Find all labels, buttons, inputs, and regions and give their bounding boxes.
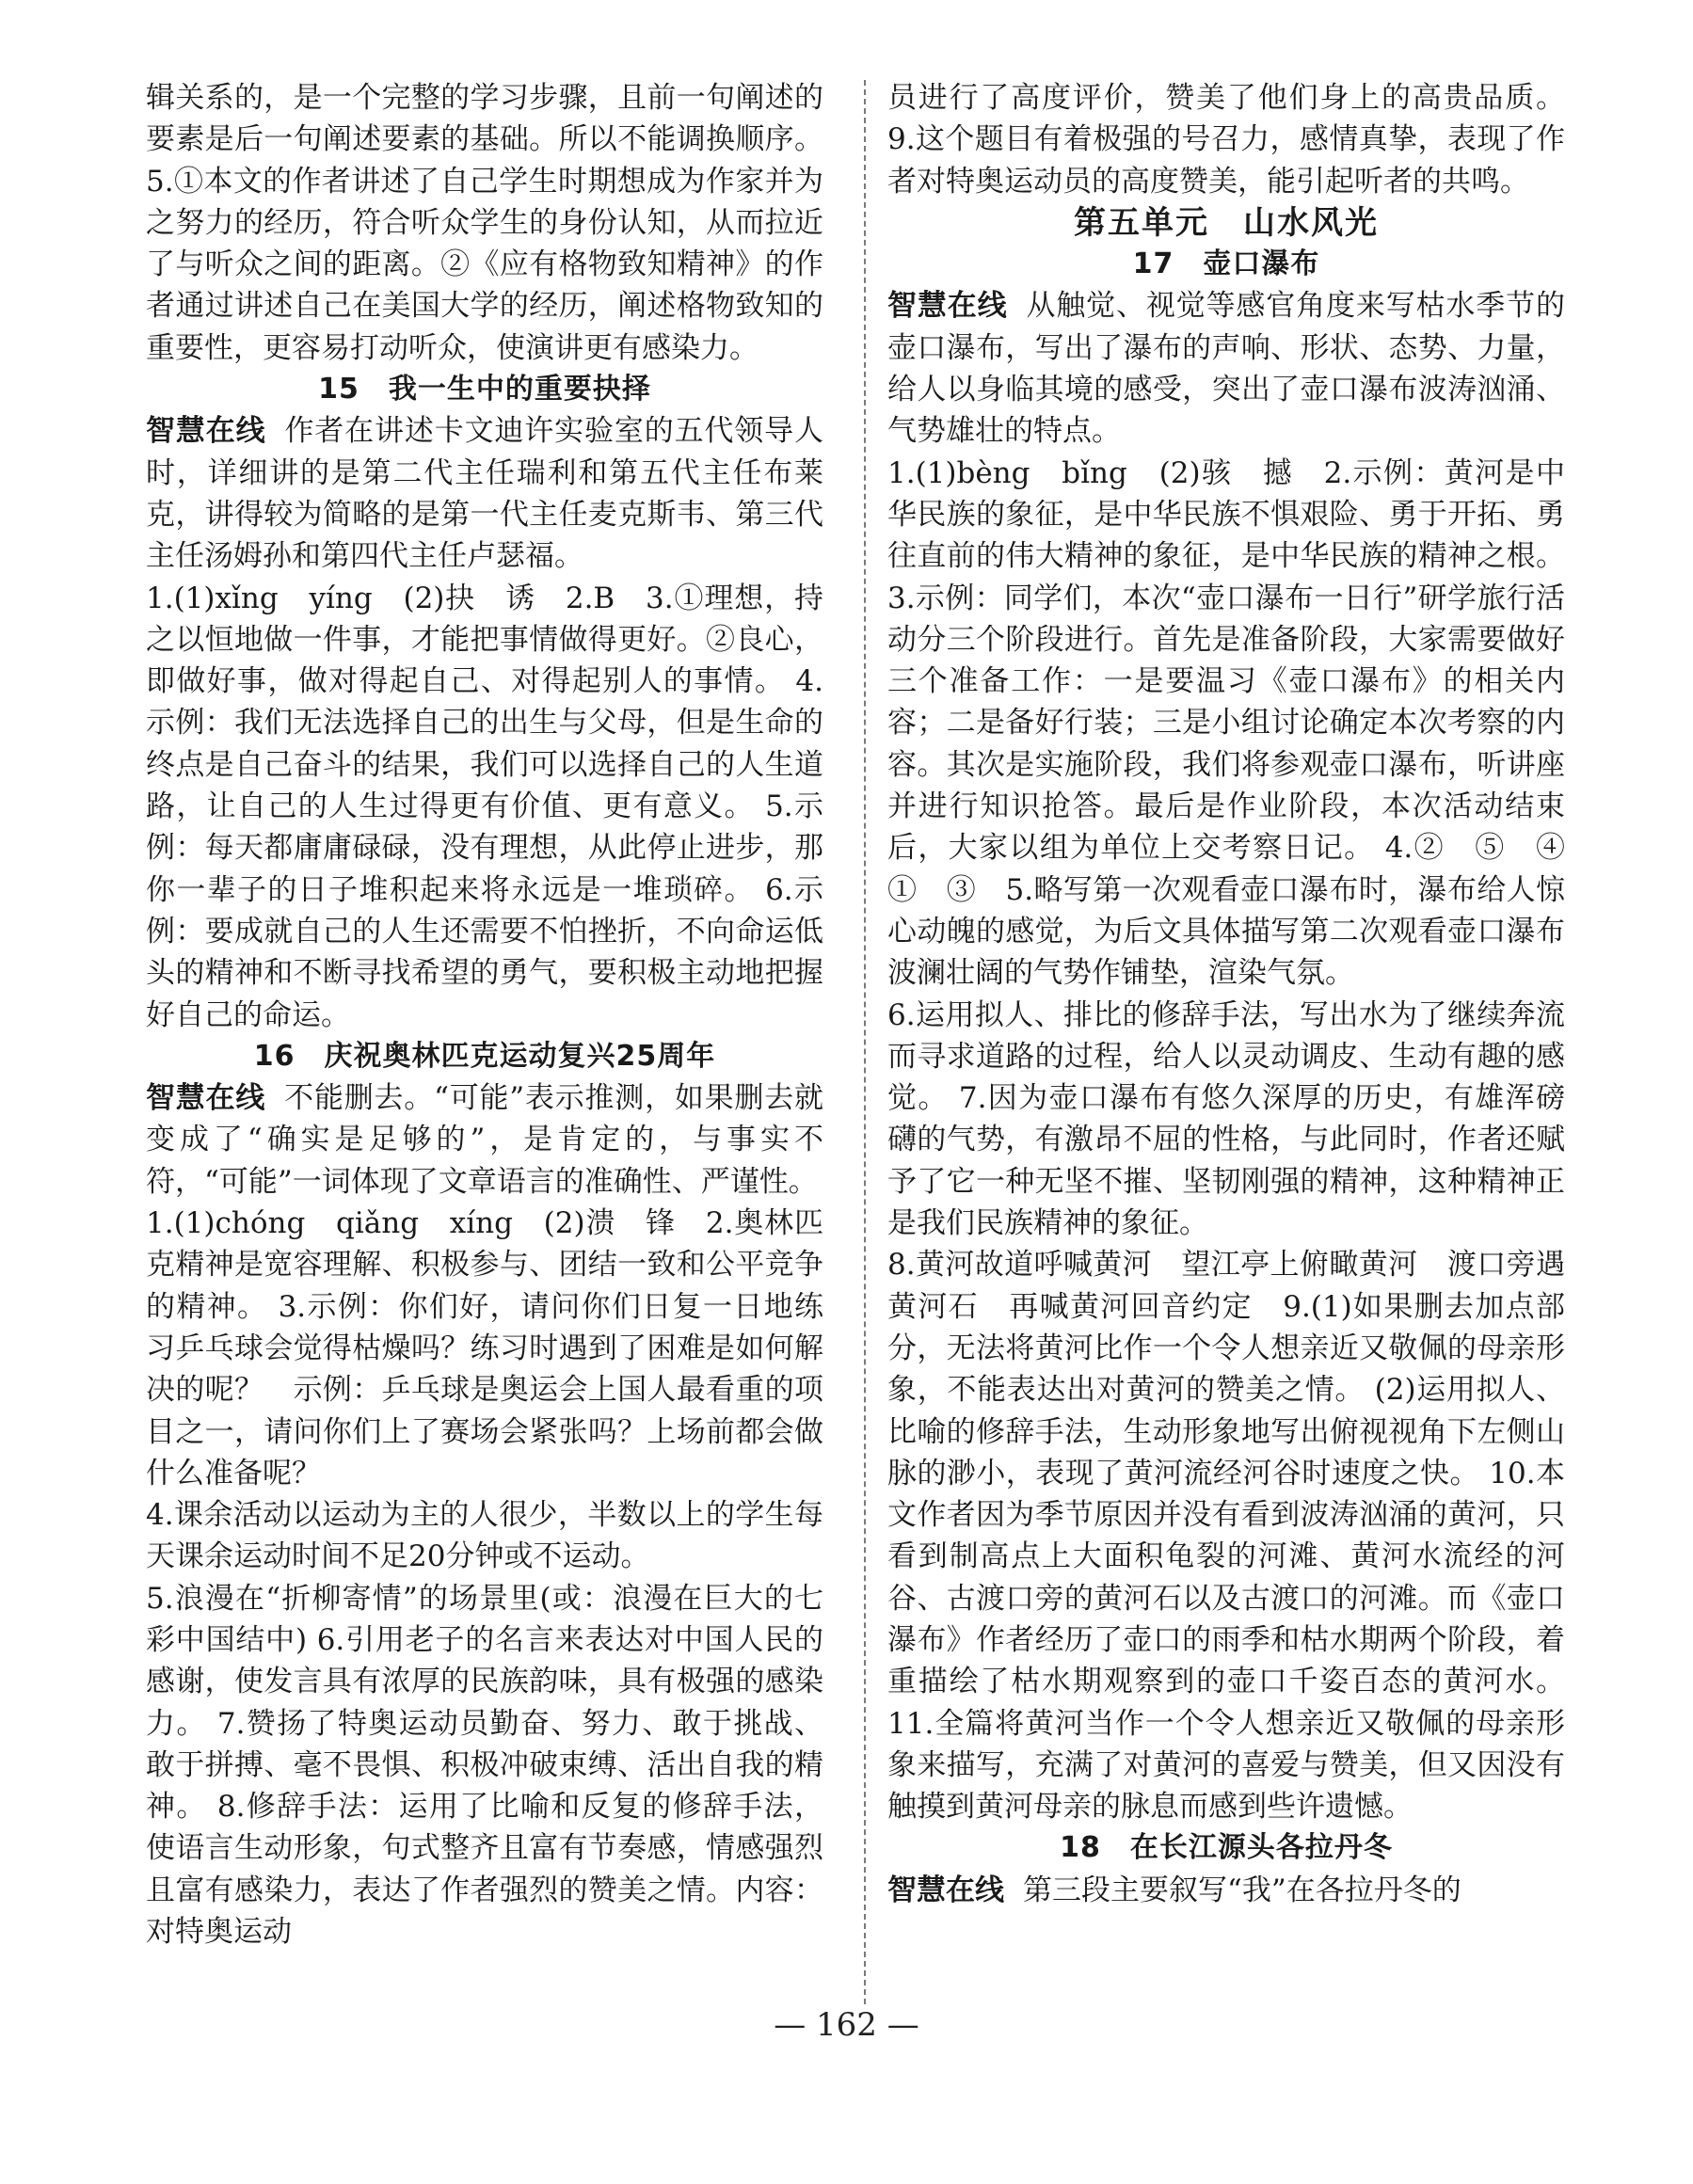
- lesson17-wisdom: [887, 285, 1565, 452]
- wisdom-tag: 智慧在线: [887, 289, 1008, 324]
- lesson16-answers-2: 4.课余活动以运动为主的人很少，半数以上的学生每天课余运动时间不足20分钟或不运动。: [146, 1498, 823, 1574]
- lesson18-wisdom: [887, 1870, 1565, 1911]
- lesson18-title: 18 在长江源头各拉丹冬: [1060, 1831, 1393, 1865]
- lesson17-answers-2: 6.运用拟人、排比的修辞手法，写出水为了继续奔流而寻求道路的过程，给人以灵动调皮、生动有趣的感觉。 7.因为壶口瀑布有悠久深厚的历史，有雄浑磅礴的气势，有激昂不屈的性格，与此同时，作者还赋予了它一种无坚不摧、坚韧刚强的精神，这种精神正是我们民族精神的象征。: [887, 997, 1565, 1241]
- right-column: [887, 77, 1594, 1911]
- lesson17-answers-3: 8.黄河故道呼喊黄河 望江亭上俯瞰黄河 渡口旁遇黄河石 再喊黄河回音约定 9.(1)如果删去加点部分，无法将黄河比作一个令人想亲近又敬佩的母亲形象，不能表达出对黄河的赞美之情。 (2)运用拟人、比喻的修辞手法，生动形象地写出俯视视角下左侧山脉的渺小，表现了黄河流经河谷时速度之快。 10.本文作者因为季节原因并没有看到波涛汹涌的黄河，只看到制高点上大面积龟裂的河滩、黄河水流经的河谷、古渡口旁的黄河石以及古渡口的河滩。而《壶口瀑布》作者经历了壶口的雨季和枯水期两个阶段，着重描绘了枯水期观察到的壶口千姿百态的黄河水。 11.全篇将黄河当作一个令人想亲近又敬佩的母亲形象来描写，充满了对黄河的喜爱与赞美，但又因没有触摸到黄河母亲的脉息而感到些许遗憾。: [887, 1248, 1565, 1825]
- lesson15-wisdom-text: 作者在讲述卡文迪许实验室的五代领导人时，详细讲的是第二代主任瑞利和第五代主任布莱克，讲得较为简略的是第一代主任麦克斯韦、第三代主任汤姆孙和第四代主任卢瑟福。: [146, 414, 824, 574]
- lesson15-answers: 1.(1)xǐng yíng (2)抉 诱 2.B 3.①理想，持之以恒地做一件事，才能把事情做得更好。②良心，即做好事，做对得起自己、对得起别人的事情。 4.示例：我们无法选择自己的出生与父母，但是生命的终点是自己奋斗的结果，我们可以选择自己的人生道路，让自己的人生过得更有价值、更有意义。 5.示例：每天都庸庸碌碌，没有理想，从此停止进步，那你一辈子的日子堆积起来将永远是一堆琐碎。 6.示例：要成就自己的人生还需要不怕挫折，不向命运低头的精神和不断寻找希望的勇气，要积极主动地把握好自己的命运。: [146, 581, 823, 1032]
- lesson15-title: 15 我一生中的重要抉择: [318, 373, 651, 407]
- lesson16-answers-1: 1.(1)chóng qiǎng xíng (2)溃 锋 2.奥林匹克精神是宽容理解、积极参与、团结一致和公平竞争的精神。 3.示例：你们好，请问你们日复一日地练习乒乓球会觉得枯燥吗？练习时遇到了困难是如何解决的呢？ 示例：乒乓球是奥运会上国人最看重的项目之一，请问你们上了赛场会紧张吗？上场前都会做什么准备呢？: [146, 1206, 823, 1491]
- unit5-title: 第五单元 山水风光: [1074, 203, 1379, 242]
- lesson15-wisdom: [146, 410, 823, 577]
- lesson14-continued: 辑关系的，是一个完整的学习步骤，且前一句阐述的要素是后一句阐述要素的基础。所以不能调换顺序。 5.①本文的作者讲述了自己学生时期想成为作家并为之努力的经历，符合听众学生的身份认知，从而拉近了与听众之间的距离。②《应有格物致知精神》的作者通过讲述自己在美国大学的经历，阐述格物致知的重要性，更容易打动听众，使演讲更有感染力。: [146, 81, 823, 365]
- lesson17-title: 17 壶口瀑布: [1132, 247, 1320, 281]
- page-number: — 162 —: [774, 2006, 919, 2044]
- left-column: [146, 77, 823, 1953]
- wisdom-tag: 智慧在线: [146, 1081, 266, 1116]
- wisdom-tag: 智慧在线: [887, 1873, 1004, 1907]
- lesson16-answers-3: 5.浪漫在“折柳寄情”的场景里(或：浪漫在巨大的七彩中国结中) 6.引用老子的名言来表达对中国人民的感谢，使发言具有浓厚的民族韵味，具有极强的感染力。 7.赞扬了特奥运动员勤奋、努力、敢于挑战、敢于拼搏、毫不畏惧、积极冲破束缚、活出自我的精神。 8.修辞手法：运用了比喻和反复的修辞手法，使语言生动形象，句式整齐且富有节奏感，情感强烈且富有感染力，表达了作者强烈的赞美之情。内容：对特奥运动: [146, 1581, 823, 1950]
- lesson16-title: 16 庆祝奥林匹克运动复兴25周年: [253, 1039, 716, 1073]
- lesson16-wisdom: [146, 1077, 823, 1203]
- wisdom-tag: 智慧在线: [146, 414, 266, 449]
- lesson17-answers-1: 1.(1)bèng bǐng (2)骇 撼 2.示例：黄河是中华民族的象征，是中华民族不惧艰险、勇于开拓、勇往直前的伟大精神的象征，是中华民族的精神之根。 3.示例：同学们，本次“壶口瀑布一日行”研学旅行活动分三个阶段进行。首先是准备阶段，大家需要做好三个准备工作：一是要温习《壶口瀑布》的相关内容；二是备好行装；三是小组讨论确定本次考察的内容。其次是实施阶段，我们将参观壶口瀑布，听讲座并进行知识抢答。最后是作业阶段，本次活动结束后，大家以组为单位上交考察日记。 4.② ⑤ ④ ① ③ 5.略写第一次观看壶口瀑布时，瀑布给人惊心动魄的感觉，为后文具体描写第二次观看壶口瀑布波澜壮阔的气势作铺垫，渲染气氛。: [887, 455, 1594, 991]
- lesson18-wisdom-text: 第三段主要叙写“我”在各拉丹冬的: [1023, 1873, 1461, 1907]
- lesson16-continued: 员进行了高度评价，赞美了他们身上的高贵品质。 9.这个题目有着极强的号召力，感情真挚，表现了作者对特奥运动员的高度赞美，能引起听者的共鸣。: [887, 81, 1565, 199]
- column-divider: [864, 80, 866, 2004]
- lesson17-wisdom-text: 从触觉、视觉等感官角度来写枯水季节的壶口瀑布，写出了瀑布的声响、形状、态势、力量，给人以身临其境的感受，突出了壶口瀑布波涛汹涌、气势雄壮的特点。: [887, 289, 1566, 449]
- lesson16-wisdom-text: 不能删去。“可能”表示推测，如果删去就变成了“确实是足够的”，是肯定的，与事实不符，“可能”一词体现了文章语言的准确性、严谨性。: [146, 1081, 824, 1199]
